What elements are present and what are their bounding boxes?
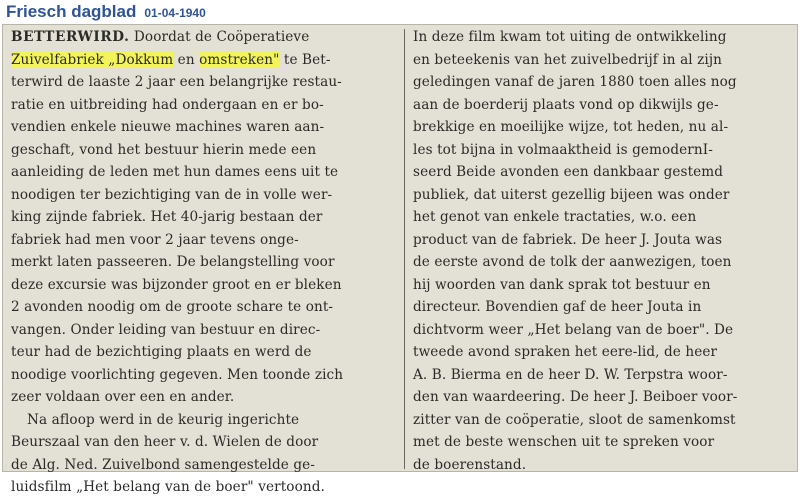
article-line: In deze film kwam tot uiting de ontwikkeling (413, 29, 727, 45)
article-text: Doordat de Coöperatieve (129, 29, 310, 45)
article-line: tweede avond spraken het eere-lid, de heer (413, 344, 718, 360)
article-line: aan de boerderij plaats vond op dikwijls ge- (413, 96, 719, 113)
article-line: luidsfilm „Het belang van de boer" vertoond. (11, 479, 325, 495)
article-line: vendien enkele nieuwe machines waren aan- (11, 119, 325, 135)
article-line: geschaft, vond het bestuur hierin mede een (11, 141, 317, 158)
article-line: de boerenstand. (413, 456, 527, 473)
article-text: en (173, 51, 200, 68)
article-line: 2 avonden noodig om de groote schare te ont- (11, 299, 334, 315)
article-line: terwird de laaste 2 jaar een belangrijke restau- (11, 74, 342, 90)
article-line: brekkige en moeilijke wijze, tot heden, nu al- (413, 119, 729, 135)
article-line: directeur. Bovendien gaf de heer Jouta in (413, 299, 702, 315)
highlighted-term: Zuivelfabriek „Dokkum (11, 51, 174, 68)
article-column-left (11, 25, 397, 495)
article-line: publiek, dat uiterst gezellig bijeen was onder (413, 186, 730, 203)
article-line: vangen. Onder leiding van bestuur en direc- (11, 321, 321, 338)
masthead (6, 2, 206, 22)
article-line: seerd Beide avonden een dankbaar gestemd (413, 164, 724, 180)
article-line: teur had de bezichtiging plaats en werd de (11, 344, 312, 360)
article-line: deze excursie was bijzonder groot en er bleken (11, 276, 342, 293)
article-line: ratie en uitbreiding had ondergaan en er bo- (11, 96, 324, 113)
article-line: met de beste wenschen uit te spreken voor (413, 434, 715, 450)
newspaper-name: Friesch dagblad (6, 2, 137, 21)
newspaper-clipping (2, 24, 798, 495)
article-text: te Bet- (279, 51, 331, 68)
article-column-right (413, 25, 793, 471)
article-line: Beurszaal van den heer v. d. Wielen de door (11, 434, 319, 450)
article-line: zeer voldaan over een en ander. (11, 389, 235, 405)
article-line: product van de fabriek. De heer J. Jouta was (413, 231, 723, 248)
article-line: en beteekenis van het zuivelbedrijf in al zijn (413, 51, 723, 68)
article-line: aanleiding de leden met hun dames eens uit te (11, 164, 339, 180)
article-line: de eerste avond de tolk der aanwezigen, toen (413, 254, 732, 270)
article-line: het genot van enkele tractaties, w.o. een (413, 209, 697, 225)
article-line: merkt laten passeeren. De belangstelling voor (11, 254, 335, 270)
article-line (11, 49, 397, 72)
article-line: dichtvorm weer „Het belang van de boer". De (413, 321, 734, 338)
column-rule (404, 29, 405, 469)
article-line: king zijnde fabriek. Het 40-jarig bestaan der (11, 209, 323, 225)
article-line: Na afloop werd in de keurig ingerichte (27, 411, 300, 428)
article-line: noodige voorlichting gegeven. Men toonde zich (11, 366, 344, 383)
article-line: zitter van de coöperatie, sloot de samenkomst (413, 411, 736, 428)
article-line: noodigen ter bezichtiging van de in volle wer- (11, 186, 333, 203)
article-line: les tot bijna in volmaaktheid is gemodernI- (413, 141, 713, 158)
article-line: den van waardeering. De heer J. Beiboer voor- (413, 389, 738, 405)
article-line: geledingen vanaf de jaren 1880 toen alles nog (413, 74, 737, 90)
article-line (11, 26, 397, 49)
publication-date: 01-04-1940 (144, 6, 206, 20)
highlighted-term: omstreken" (199, 51, 280, 68)
dateline: BETTERWIRD. (11, 29, 130, 45)
article-line: hij woorden van dank sprak tot bestuur en (413, 276, 711, 293)
article-line: A. B. Bierma en de heer D. W. Terpstra woor- (413, 366, 728, 383)
article-line: de Alg. Ned. Zuivelbond samengestelde ge- (11, 456, 315, 473)
article-line: fabriek had men voor 2 jaar tevens onge- (11, 231, 299, 248)
